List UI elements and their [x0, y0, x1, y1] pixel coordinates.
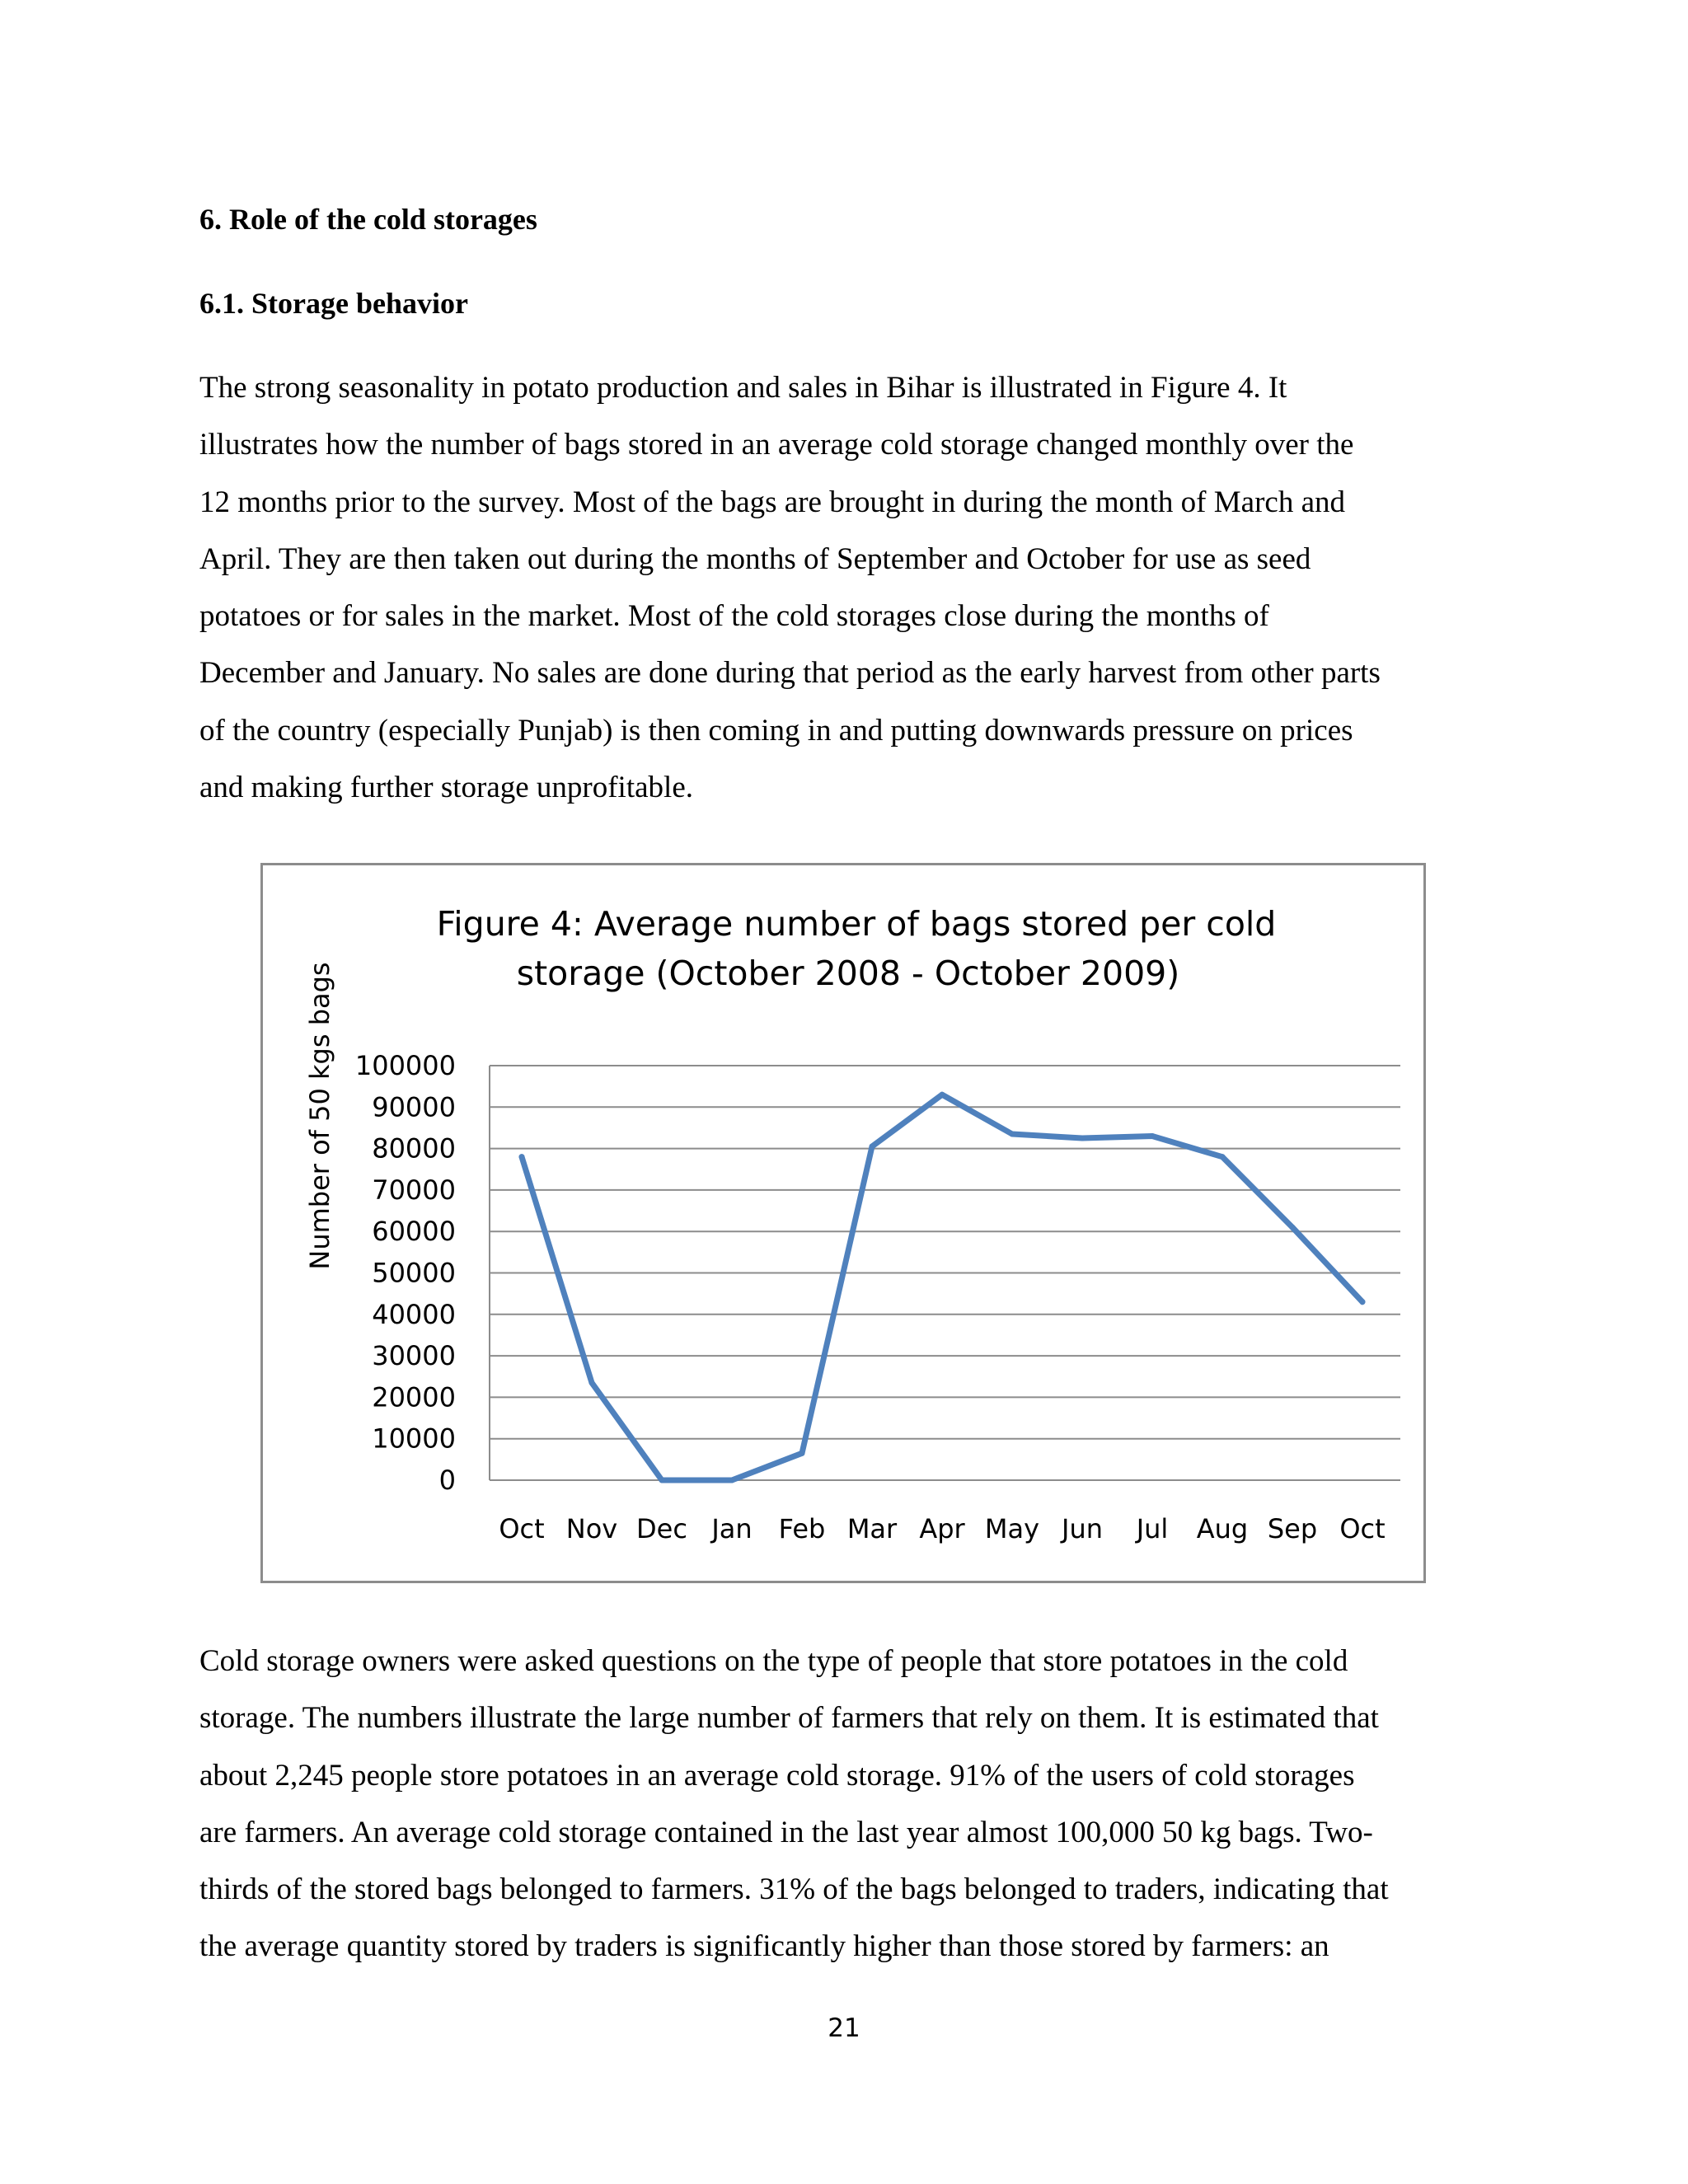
data-point: [870, 1144, 875, 1150]
y-tick-label: 30000: [372, 1340, 456, 1372]
x-tick-label: Sep: [1267, 1513, 1318, 1544]
text-line: of the country (especially Punjab) is then coming in and putting downwards pressure on prices: [199, 713, 1353, 748]
paragraph-storage-behavior: [199, 359, 1493, 816]
y-tick-label: 70000: [372, 1174, 456, 1206]
data-point: [1150, 1133, 1156, 1139]
chart-title-line-1: Figure 4: Average number of bags stored per cold: [436, 904, 1277, 944]
x-tick-label: Jul: [1136, 1513, 1169, 1544]
text-line: thirds of the stored bags belonged to farmers. 31% of the bags belonged to traders, indicating that: [199, 1872, 1389, 1907]
page-number: 21: [828, 2013, 860, 2043]
text-line: are farmers. An average cold storage contained in the last year almost 100,000 50 kg bags. Two-: [199, 1815, 1373, 1849]
y-axis-label: Number of 50 kgs bags: [304, 962, 335, 1270]
data-series: [519, 1092, 1366, 1483]
x-tick-label: Jan: [711, 1513, 753, 1544]
text-line: illustrates how the number of bags stored in an average cold storage changed monthly over the: [199, 428, 1354, 462]
paragraph-storage-users: [199, 1633, 1493, 1975]
y-tick-labels: [355, 1050, 456, 1496]
x-tick-label: Nov: [565, 1513, 618, 1544]
x-tick-labels: [499, 1513, 1385, 1544]
text-line: and making further storage unprofitable.: [199, 771, 693, 805]
x-tick-label: Oct: [1339, 1513, 1386, 1544]
text-line: December and January. No sales are done during that period as the early harvest from other parts: [199, 656, 1381, 691]
data-point: [519, 1154, 525, 1160]
data-point: [589, 1380, 595, 1385]
x-tick-label: Apr: [919, 1513, 965, 1544]
y-tick-label: 60000: [372, 1216, 456, 1248]
x-tick-label: May: [984, 1513, 1040, 1544]
text-line: 12 months prior to the survey. Most of the bags are brought in during the month of March and: [199, 485, 1345, 519]
text-line: storage. The numbers illustrate the large number of farmers that rely on them. It is estimated that: [199, 1701, 1379, 1736]
x-tick-label: Aug: [1196, 1513, 1249, 1544]
y-tick-label: 40000: [372, 1298, 456, 1330]
y-tick-label: 100000: [354, 1050, 456, 1081]
figure-4-chart: [260, 863, 1426, 1583]
data-point: [729, 1478, 735, 1483]
subsection-heading: 6.1. Storage behavior: [199, 287, 468, 320]
y-tick-label: 0: [438, 1465, 456, 1496]
y-tick-label: 90000: [372, 1091, 456, 1123]
x-tick-label: Dec: [636, 1513, 687, 1544]
gridlines: [490, 1066, 1400, 1480]
data-point: [940, 1092, 945, 1098]
x-tick-label: Oct: [499, 1513, 545, 1544]
y-tick-label: 10000: [372, 1422, 456, 1455]
x-tick-label: Mar: [846, 1513, 898, 1544]
data-point: [1290, 1225, 1296, 1230]
data-point: [1080, 1136, 1085, 1141]
data-point: [799, 1451, 805, 1456]
x-tick-label: Feb: [778, 1513, 826, 1544]
line-chart: [263, 865, 1428, 1586]
text-line: Cold storage owners were asked questions on the type of people that store potatoes in the cold: [199, 1644, 1348, 1678]
x-tick-label: Jun: [1062, 1513, 1103, 1544]
series-line: [522, 1094, 1362, 1480]
text-line: about 2,245 people store potatoes in an average cold storage. 91% of the users of cold storages: [199, 1758, 1355, 1793]
data-point: [1220, 1154, 1226, 1160]
y-tick-label: 50000: [372, 1257, 456, 1289]
data-point: [659, 1478, 665, 1483]
data-point: [1010, 1131, 1015, 1137]
chart-title-line-2: storage (October 2008 - October 2009): [516, 954, 1180, 993]
section-heading: 6. Role of the cold storages: [199, 203, 537, 236]
text-line: April. They are then taken out during the months of September and October for use as seed: [199, 541, 1311, 576]
text-line: potatoes or for sales in the market. Most of the cold storages close during the months of: [199, 599, 1269, 634]
y-tick-label: 80000: [372, 1132, 456, 1165]
y-tick-label: 20000: [372, 1381, 456, 1413]
data-point: [1360, 1299, 1366, 1305]
text-line: The strong seasonality in potato production and sales in Bihar is illustrated in Figure 4. It: [199, 371, 1287, 405]
text-line: the average quantity stored by traders is significantly higher than those stored by farmers: an: [199, 1929, 1329, 1964]
